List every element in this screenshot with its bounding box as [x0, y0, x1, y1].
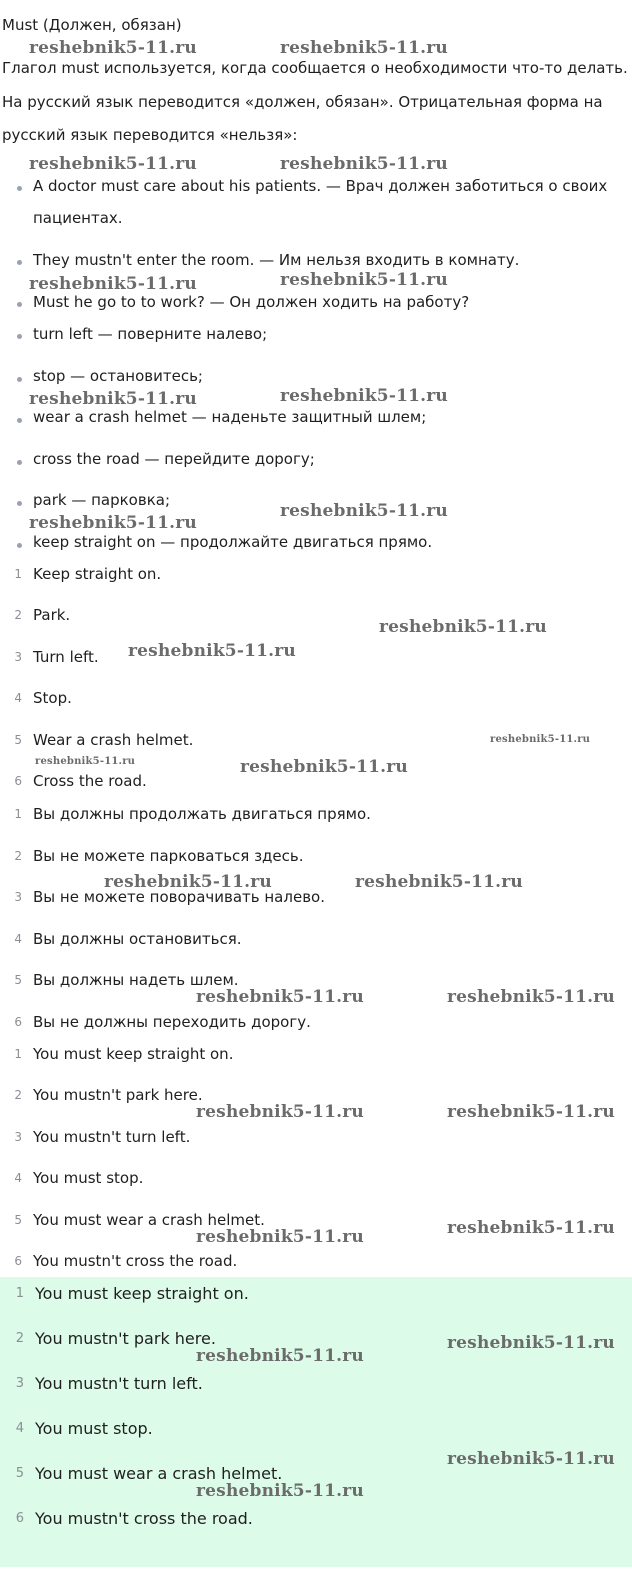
- list-number: 5: [14, 973, 22, 987]
- list-number: 6: [14, 1254, 22, 1268]
- list-item: cross the road — перейдите дорогу;: [33, 450, 315, 468]
- list-number: 2: [14, 1088, 22, 1102]
- list-item: wear a crash helmet — наденьте защитный шлем;: [33, 408, 427, 426]
- list-item: Вы не можете парковаться здесь.: [33, 847, 304, 865]
- list-number: 3: [14, 650, 22, 664]
- watermark: reshebnik5-11.ru: [196, 1227, 364, 1247]
- bullet-dot: [17, 418, 22, 423]
- watermark: reshebnik5-11.ru: [196, 1481, 364, 1501]
- list-item: stop — остановитесь;: [33, 367, 203, 385]
- list-item: Вы не должны переходить дорогу.: [33, 1013, 311, 1031]
- answer-number: 4: [15, 1421, 24, 1436]
- intro-line: На русский язык переводится «должен, обязан». Отрицательная форма на: [2, 93, 603, 111]
- list-item: keep straight on — продолжайте двигаться прямо.: [33, 533, 433, 551]
- list-item: Вы не можете поворачивать налево.: [33, 888, 325, 906]
- list-item-continuation: пациентах.: [33, 209, 123, 227]
- bullet-dot: [17, 460, 22, 465]
- watermark: reshebnik5-11.ru: [128, 641, 296, 661]
- list-item: You must wear a crash helmet.: [33, 1211, 265, 1229]
- watermark: reshebnik5-11.ru: [280, 386, 448, 406]
- answer-number: 3: [15, 1376, 24, 1391]
- watermark: reshebnik5-11.ru: [447, 1333, 615, 1353]
- watermark: reshebnik5-11.ru: [447, 987, 615, 1007]
- list-item: You mustn't park here.: [33, 1086, 203, 1104]
- list-number: 1: [14, 1047, 22, 1061]
- answer-item: You must stop.: [35, 1419, 153, 1438]
- watermark: reshebnik5-11.ru: [104, 872, 272, 892]
- watermark: reshebnik5-11.ru: [240, 757, 408, 777]
- answer-item: You mustn't turn left.: [35, 1374, 203, 1393]
- watermark: reshebnik5-11.ru: [490, 734, 591, 745]
- watermark: reshebnik5-11.ru: [447, 1218, 615, 1238]
- watermark: reshebnik5-11.ru: [196, 1102, 364, 1122]
- list-number: 1: [14, 567, 22, 581]
- watermark: reshebnik5-11.ru: [196, 1346, 364, 1366]
- watermark: reshebnik5-11.ru: [29, 154, 197, 174]
- answer-number: 5: [15, 1466, 24, 1481]
- list-number: 2: [14, 608, 22, 622]
- list-item: You must stop.: [33, 1169, 144, 1187]
- bullet-dot: [17, 377, 22, 382]
- watermark: reshebnik5-11.ru: [447, 1102, 615, 1122]
- watermark: reshebnik5-11.ru: [280, 270, 448, 290]
- list-item: turn left — поверните налево;: [33, 325, 268, 343]
- section-title: Must (Должен, обязан): [2, 16, 182, 34]
- intro-line: Глагол must используется, когда сообщается о необходимости что-то делать.: [2, 59, 628, 77]
- list-number: 5: [14, 1213, 22, 1227]
- bullet-dot: [17, 302, 22, 307]
- answer-item: You mustn't cross the road.: [35, 1509, 253, 1528]
- bullet-dot: [17, 543, 22, 548]
- list-item: They mustn't enter the room. — Им нельзя входить в комнату.: [33, 251, 520, 269]
- answer-item: You mustn't park here.: [35, 1329, 216, 1348]
- answer-item: You must wear a crash helmet.: [35, 1464, 283, 1483]
- list-number: 4: [14, 1171, 22, 1185]
- intro-line: русский язык переводится «нельзя»:: [2, 126, 298, 144]
- list-number: 5: [14, 733, 22, 747]
- bullet-dot: [17, 501, 22, 506]
- watermark: reshebnik5-11.ru: [29, 274, 197, 294]
- list-item: Stop.: [33, 689, 72, 707]
- watermark: reshebnik5-11.ru: [29, 513, 197, 533]
- watermark: reshebnik5-11.ru: [447, 1449, 615, 1469]
- list-number: 1: [14, 807, 22, 821]
- list-item: A doctor must care about his patients. — Врач должен заботиться о своих: [33, 177, 608, 195]
- bullet-dot: [17, 260, 22, 265]
- watermark: reshebnik5-11.ru: [29, 38, 197, 58]
- bullet-dot: [17, 186, 22, 191]
- list-number: 3: [14, 890, 22, 904]
- list-number: 4: [14, 691, 22, 705]
- list-item: Keep straight on.: [33, 565, 162, 583]
- list-item: Must he go to to work? — Он должен ходить на работу?: [33, 293, 470, 311]
- list-item: Вы должны остановиться.: [33, 930, 242, 948]
- answer-number: 1: [15, 1286, 24, 1301]
- list-number: 2: [14, 849, 22, 863]
- answer-number: 2: [15, 1331, 24, 1346]
- bullet-dot: [17, 334, 22, 339]
- watermark: reshebnik5-11.ru: [29, 389, 197, 409]
- list-item: Wear a crash helmet.: [33, 731, 194, 749]
- answer-item: You must keep straight on.: [35, 1284, 249, 1303]
- list-item: Вы должны надеть шлем.: [33, 971, 239, 989]
- list-item: You mustn't turn left.: [33, 1128, 191, 1146]
- list-item: Cross the road.: [33, 772, 147, 790]
- watermark: reshebnik5-11.ru: [280, 38, 448, 58]
- list-number: 4: [14, 932, 22, 946]
- list-item: Park.: [33, 606, 71, 624]
- watermark: reshebnik5-11.ru: [355, 872, 523, 892]
- answer-number: 6: [15, 1511, 24, 1526]
- watermark: reshebnik5-11.ru: [196, 987, 364, 1007]
- list-item: You must keep straight on.: [33, 1045, 234, 1063]
- list-item: park — парковка;: [33, 491, 171, 509]
- watermark: reshebnik5-11.ru: [280, 154, 448, 174]
- watermark: reshebnik5-11.ru: [379, 617, 547, 637]
- list-number: 6: [14, 1015, 22, 1029]
- list-item: You mustn't cross the road.: [33, 1252, 238, 1270]
- watermark: reshebnik5-11.ru: [280, 501, 448, 521]
- list-number: 6: [14, 774, 22, 788]
- list-number: 3: [14, 1130, 22, 1144]
- watermark: reshebnik5-11.ru: [35, 756, 136, 767]
- list-item: Вы должны продолжать двигаться прямо.: [33, 805, 371, 823]
- list-item: Turn left.: [33, 648, 99, 666]
